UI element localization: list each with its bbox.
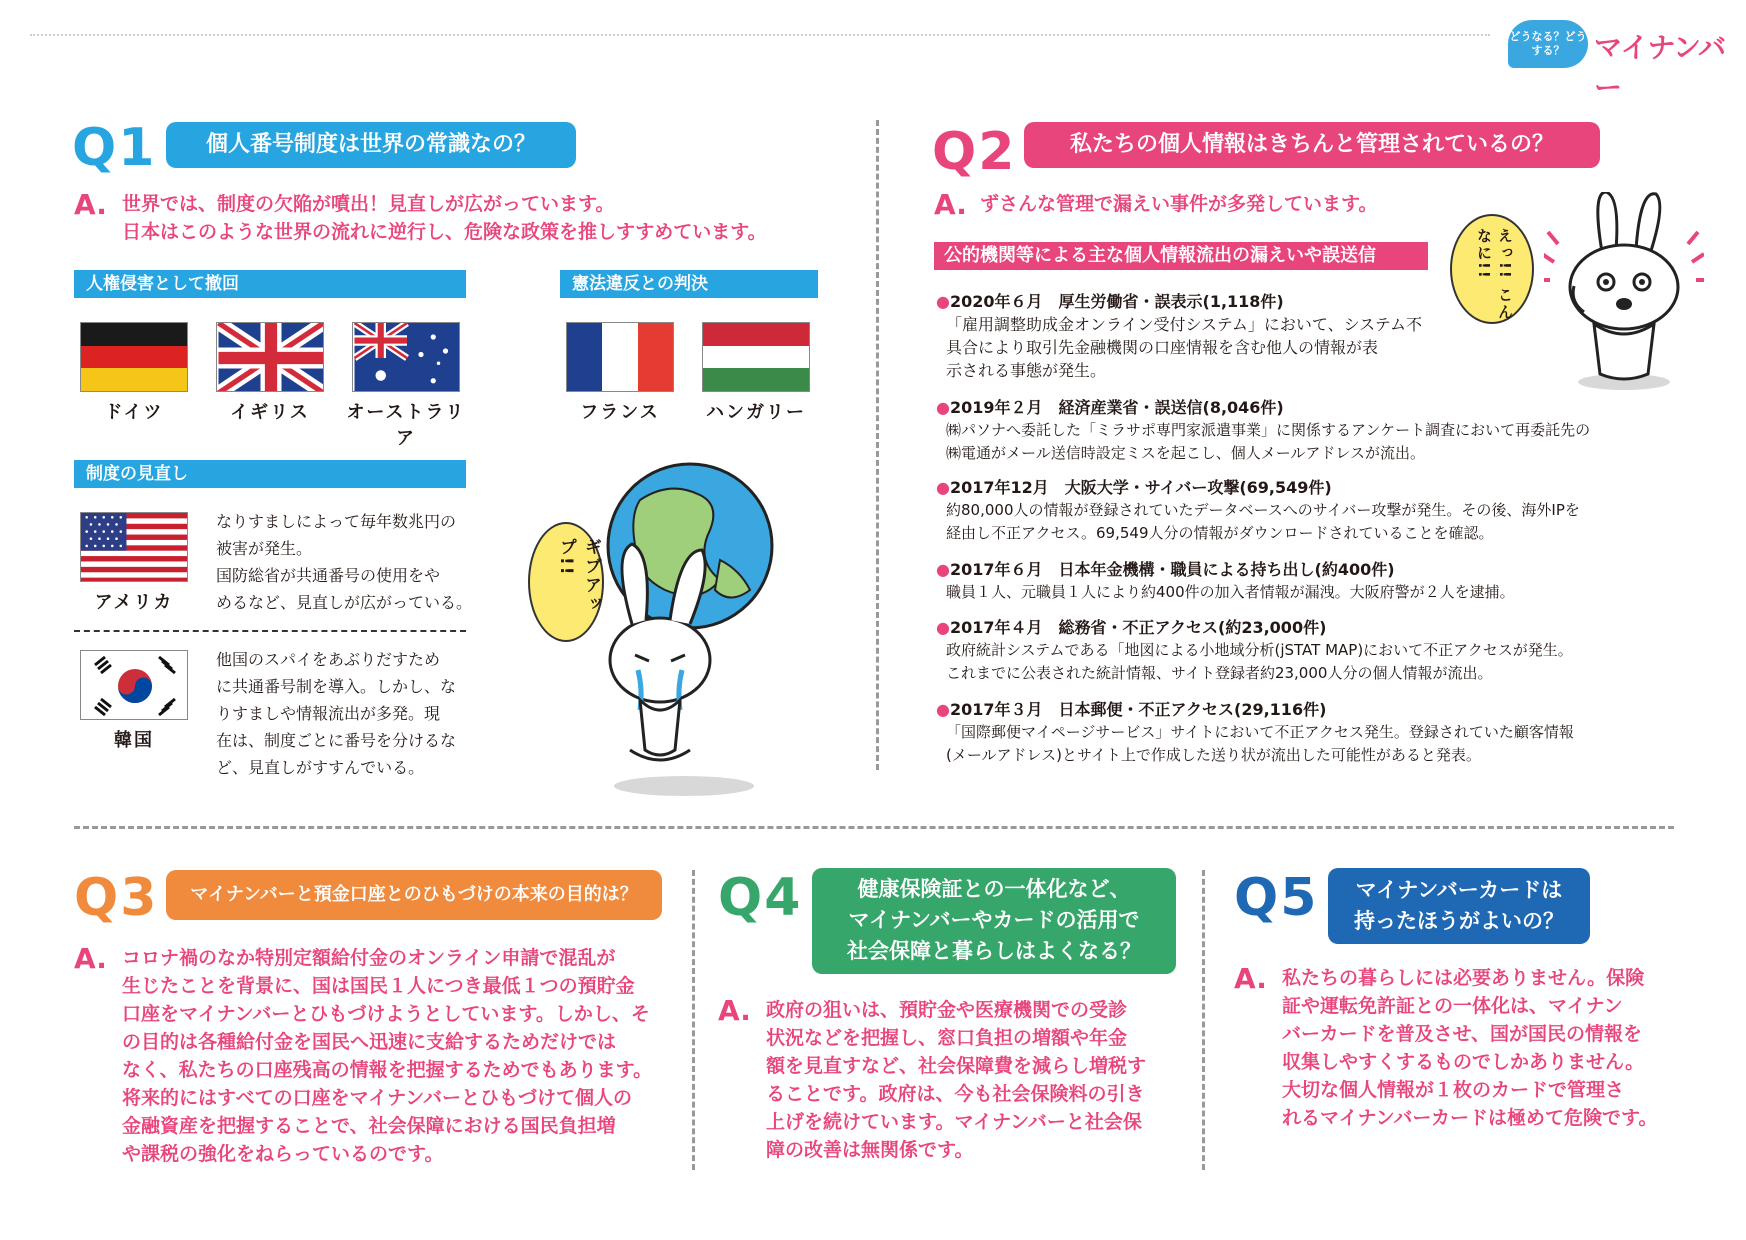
usa-label: アメリカ [94, 592, 174, 613]
hungary-label: ハンガリー [706, 402, 806, 423]
q2-answer-letter: A. [934, 188, 967, 221]
q4-q5-divider [1202, 870, 1205, 1170]
q3-question: マイナンバーと預金口座とのひもづけの本来の目的は？ [166, 870, 662, 920]
q5-number: Q5 [1234, 868, 1319, 928]
incident-5: ●2017年４月 総務省・不正アクセス(約23,000件) 政府統計システムである「地図による小地域分析(jSTAT MAP)において不正アクセスが発生。 これまでに公表された統計情報、サイト登録者約23,000人分の個人情報が流出。 [936, 618, 1573, 682]
section-unconstitutional: 憲法違反との判決 [560, 270, 818, 298]
giveup-bubble [528, 522, 604, 642]
uk-flag-icon [216, 322, 324, 392]
uk-label: イギリス [230, 402, 310, 423]
surprised-rabbit-illustration [1544, 192, 1704, 392]
q1-answer-letter: A. [74, 188, 107, 221]
q3-q4-divider [692, 870, 695, 1170]
q1-answer-line2: 日本はこのような世界の流れに逆行し、危険な政策を推しすすめています。 [122, 221, 767, 243]
column-divider [876, 120, 879, 770]
usa-description: なりすましによって毎年数兆円の 被害が発生。 国防総省が共通番号の使用をや めるなど、見直しが広がっている。 [216, 512, 473, 612]
germany-flag-icon [80, 322, 188, 392]
q2-answer: ずさんな管理で漏えい事件が多発しています。 [980, 193, 1378, 215]
q2-number: Q2 [932, 122, 1017, 182]
review-divider [74, 630, 466, 632]
q4-number: Q4 [718, 868, 803, 928]
australia-label: オーストラリア [346, 402, 466, 449]
korea-label: 韓国 [114, 730, 154, 751]
incident-4: ●2017年６月 日本年金機構・職員による持ち出し(約400件) 職員１人、元職員１人により約400件の加入者情報が漏洩。大阪府警が２人を逮捕。 [936, 560, 1515, 601]
q5-answer-letter: A. [1234, 962, 1267, 995]
q4-question: 健康保険証との一体化など、 マイナンバーやカードの活用で 社会保障と暮らしはよくなる？ [812, 868, 1176, 974]
q1-answer-line1: 世界では、制度の欠陥が噴出！見直しが広がっています。 [122, 193, 615, 215]
incident-3: ●2017年12月 大阪大学・サイバー攻撃(69,549件) 約80,000人の情報が登録されていたデータベースへのサイバー攻撃が発生。その後、海外IPを 経由し不正アクセス。69,549人分の情報がダウンロードされていることを確認。 [936, 478, 1580, 542]
section-divider [74, 826, 1674, 829]
top-dotted-rule [30, 34, 1490, 36]
australia-flag-icon [352, 322, 460, 392]
q1-question: 個人番号制度は世界の常識なの？ [166, 122, 576, 168]
q2-incidents-bar: 公的機関等による主な個人情報流出の漏えいや誤送信 [934, 242, 1428, 270]
q1-number: Q1 [72, 118, 157, 178]
surprise-bubble [1450, 214, 1534, 324]
q5-question: マイナンバーカードは 持ったほうがよいの？ [1328, 868, 1590, 944]
logo-title: マイナンバー [1594, 31, 1726, 104]
france-flag-icon [566, 322, 674, 392]
germany-label: ドイツ [104, 402, 164, 423]
q3-answer-letter: A. [74, 942, 107, 975]
korea-flag-icon [80, 650, 188, 720]
giveup-bubble-text: ギブアップ!! [556, 538, 601, 614]
q4-answer: 政府の狙いは、預貯金や医療機関での受診 状況などを把握し、窓口負担の増額や年金 額を見直すなど、社会保障費を減らし増税す ることです。政府は、今も社会保険料の引き 上げを続けています。マイナンバーと社会保 障の改善は無関係です。 [766, 999, 1147, 1161]
q3-number: Q3 [74, 868, 159, 928]
surprise-bubble-text: えっ!! こんなに!! [1475, 228, 1514, 321]
incident-1: ●2020年６月 厚生労働省・誤表示(1,118件) 「雇用調整助成金オンライン受付システム」において、システム不 具合により取引先金融機関の口座情報を含む他人の情報が表 示される事態が発生。 [936, 292, 1423, 380]
section-review: 制度の見直し [74, 460, 466, 488]
q5-answer: 私たちの暮らしには必要ありません。保険 証や運転免許証との一体化は、マイナン バーカードを普及させ、国が国民の情報を 収集しやすくするものでしかありません。 大切な個人情報が１枚のカードで管理さ れるマイナンバーカードは極めて危険です。 [1282, 967, 1658, 1129]
korea-description: 他国のスパイをあぶりだすため に共通番号制を導入。しかし、な りすましや情報流出が多発。現 在は、制度ごとに番号を分けるな ど、見直しがすすんでいる。 [216, 650, 457, 777]
logo-bubble: どうなる？どうする？ [1508, 20, 1588, 68]
q3-answer: コロナ禍のなか特別定額給付金のオンライン申請で混乱が 生じたことを背景に、国は国民１人につき最低１つの預貯金 口座をマイナンバーとひもづけようとしています。しかし、そ の目的は各種給付金を国民へ迅速に支給するためだけでは なく、私たちの口座残高の情報を把握するためでもあります。 将来的にはすべての口座をマイナンバーとひもづけて個人の 金融資産を把握することで、社会保障における国民負担増 や課税の強化をねらっているのです。 [122, 947, 653, 1165]
section-withdrawn: 人権侵害として撤回 [74, 270, 466, 298]
usa-flag-icon [80, 512, 188, 582]
hungary-flag-icon [702, 322, 810, 392]
incident-2: ●2019年２月 経済産業省・誤送信(8,046件) ㈱パソナへ委託した「ミラサポ専門家派遣事業」に関係するアンケート調査において再委託先の ㈱電通がメール送信時設定ミスを起こし、個人メールアドレスが流出。 [936, 398, 1591, 462]
incident-6: ●2017年３月 日本郵便・不正アクセス(29,116件) 「国際郵便マイページサービス」サイトにおいて不正アクセス発生。登録されていた顧客情報 (メールアドレス)とサイト上で作成した送り状が流出した可能性があると発表。 [936, 700, 1574, 764]
q4-answer-letter: A. [718, 994, 751, 1027]
q2-question: 私たちの個人情報はきちんと管理されているの？ [1024, 122, 1600, 168]
france-label: フランス [580, 402, 660, 423]
